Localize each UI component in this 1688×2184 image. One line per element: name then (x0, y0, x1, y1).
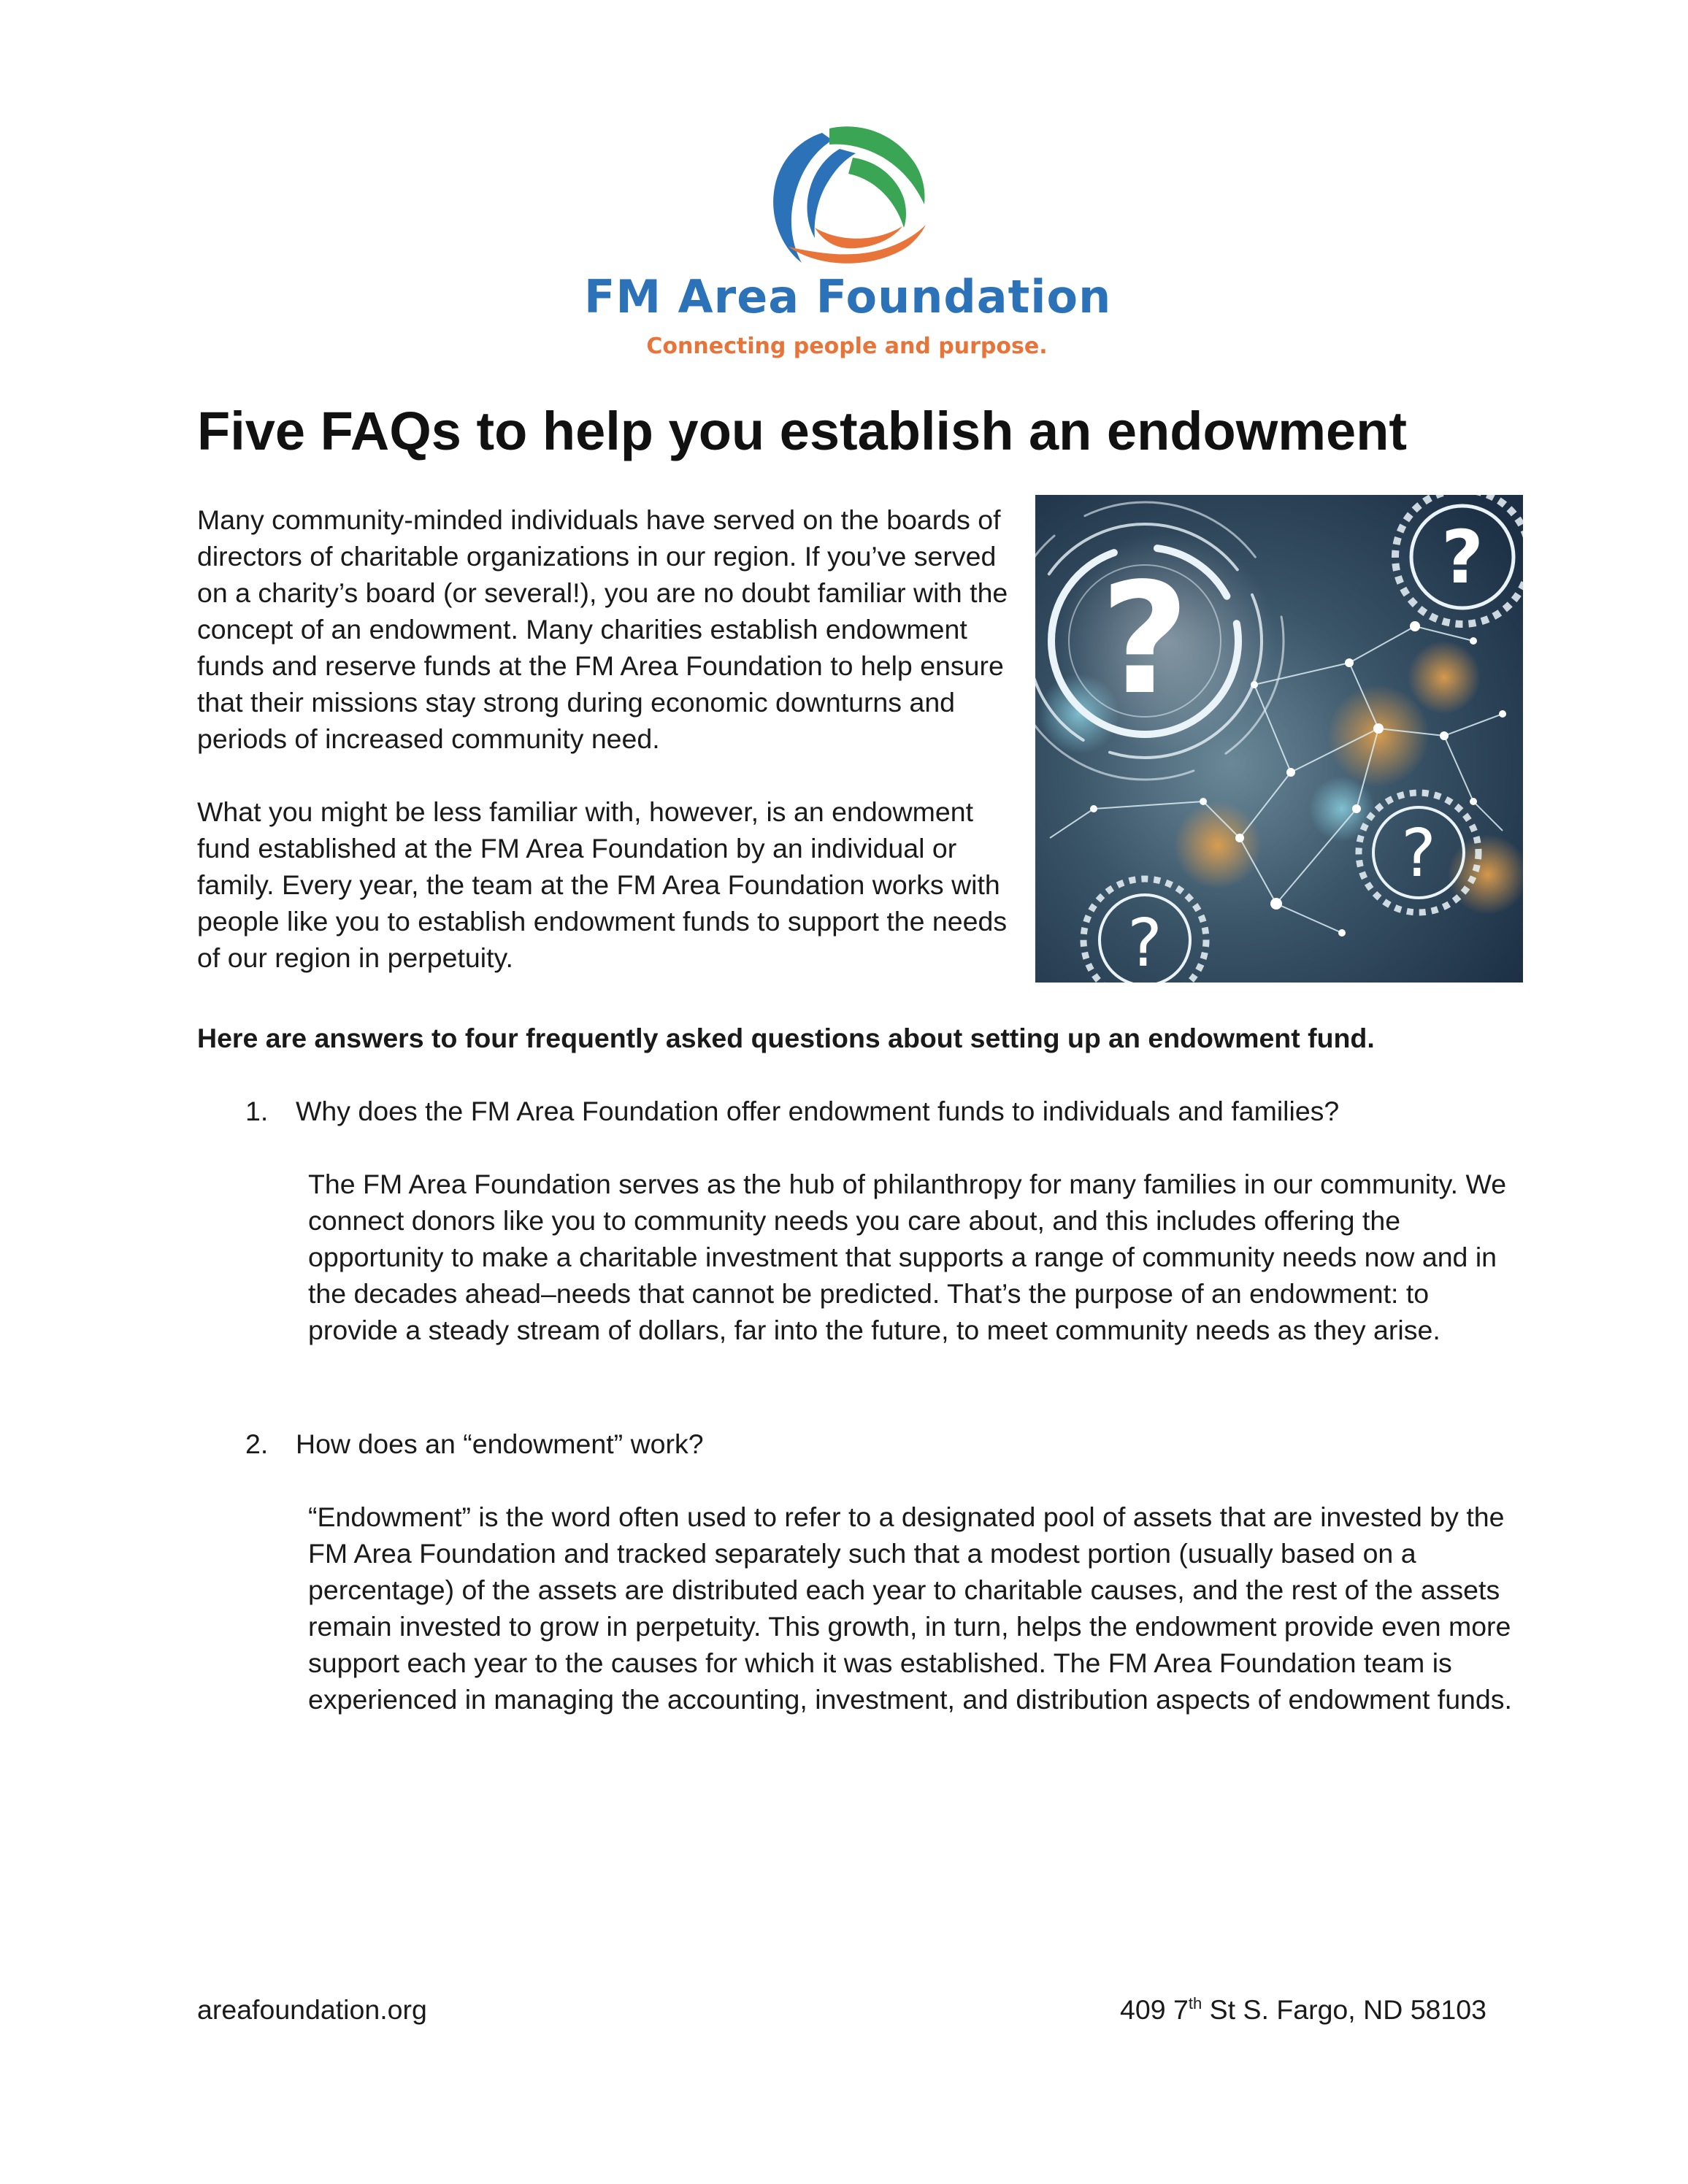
faq-answer: The FM Area Foundation serves as the hub of philanthropy for many families in our community. We connect donors like you to community needs you care about, and this includes offering the opportunity to make a charitable investment that supports a range of community needs now and in the decades ahead–needs that cannot be predicted. That’s the purpose of an endowment: to provide a steady stream of dollars, far into the future, to meet community needs as they arise. (308, 1169, 1507, 1345)
faq-answer: “Endowment” is the word often used to refer to a designated pool of assets that are invested by the FM Area Foundation and tracked separately such that a modest portion (usually based on a percentage) of the assets are distributed each year to charitable causes, and the rest of the assets remain invested to grow in perpetuity. This growth, in turn, helps the endowment provide even more support each year to the causes for which it was established. The FM Area Foundation team is experienced in managing the accounting, investment, and distribution aspects of endowment funds. (308, 1502, 1512, 1715)
logo-mark-icon (759, 124, 927, 277)
question-mark-bottom: ? (1127, 905, 1162, 982)
footer-address-sup: th (1188, 1994, 1202, 2012)
footer-address (1120, 1991, 1486, 2028)
logo-name: FM Area Foundation (584, 270, 1112, 323)
faq-question (197, 1093, 1533, 1129)
faq-item (197, 1093, 1533, 1348)
intro-paragraph: Many community-minded individuals have served on the boards of directors of charitable organizations in our region. If you’ve served on a charity’s board (or several!), you are no doubt familiar with the concept of an endowment. Many charities establish endowment funds and reserve funds at the FM Area Foundation to help ensure that their missions stay strong during economic downturns and periods of increased community need. (197, 504, 1008, 754)
footer-address-suffix: St S. Fargo, ND 58103 (1202, 1994, 1486, 2025)
faq-question-text: Why does the FM Area Foundation offer endowment funds to individuals and families? (296, 1096, 1340, 1126)
question-mark-large: ? (1100, 550, 1189, 728)
faq-number: 2. (245, 1429, 269, 1459)
page-title: Five FAQs to help you establish an endowment (197, 401, 1408, 461)
logo (584, 124, 1110, 372)
question-mark-right: ? (1401, 815, 1436, 892)
faq-number: 1. (245, 1096, 269, 1126)
footer-address-prefix: 409 7 (1120, 1994, 1189, 2025)
faq-question (197, 1426, 1533, 1462)
footer-website: areafoundation.org (197, 1994, 427, 2025)
lead-in: Here are answers to four frequently asked questions about setting up an endowment fund. (197, 1023, 1375, 1053)
intro-paragraph: What you might be less familiar with, however, is an endowment fund established at the FM Area Foundation by an individual or family. Every year, the team at the FM Area Foundation works with people like you to establish endowment funds to support the needs of our region in perpetuity. (197, 796, 1008, 973)
question-mark-top-right: ? (1440, 515, 1484, 600)
intro-text (197, 501, 1018, 1012)
question-marks-image (1035, 495, 1523, 983)
faq-question-text: How does an “endowment” work? (296, 1429, 704, 1459)
faq-item (197, 1426, 1533, 1718)
logo-tagline: Connecting people and purpose. (646, 334, 1048, 359)
